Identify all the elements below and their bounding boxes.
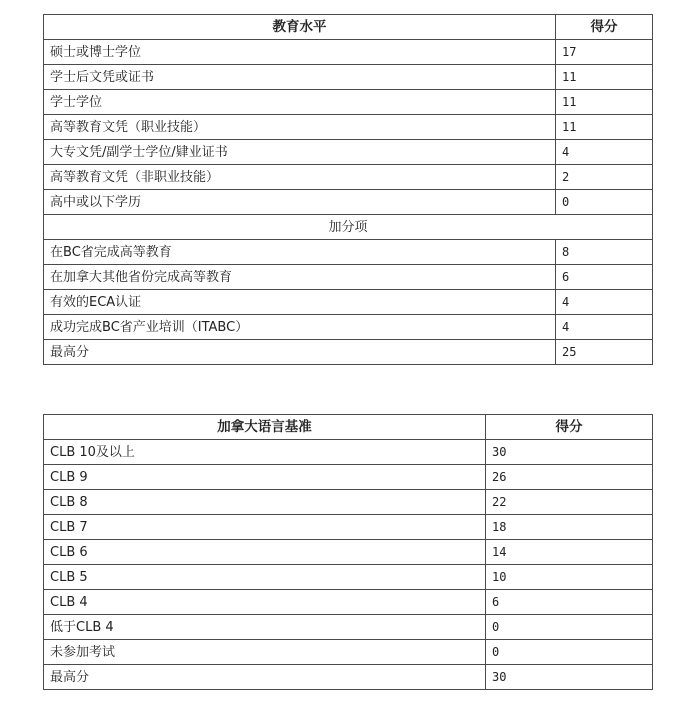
table-row <box>44 340 653 365</box>
row-score: 8 <box>556 240 653 265</box>
row-label: CLB 7 <box>44 515 486 540</box>
row-label: 硕士或博士学位 <box>44 40 556 65</box>
row-score: 4 <box>556 315 653 340</box>
table-row <box>44 290 653 315</box>
table-row <box>44 465 653 490</box>
table-row <box>44 165 653 190</box>
row-label: 未参加考试 <box>44 640 486 665</box>
table-row <box>44 90 653 115</box>
row-label: 最高分 <box>44 665 486 690</box>
table-header-row <box>44 15 653 40</box>
row-score: 30 <box>486 440 653 465</box>
bonus-heading: 加分项 <box>44 215 653 240</box>
table-row <box>44 665 653 690</box>
row-score: 30 <box>486 665 653 690</box>
row-score: 0 <box>486 615 653 640</box>
table-row <box>44 265 653 290</box>
row-label: 在BC省完成高等教育 <box>44 240 556 265</box>
row-label: 高等教育文凭（非职业技能） <box>44 165 556 190</box>
bonus-rows <box>44 240 653 365</box>
row-score: 14 <box>486 540 653 565</box>
table-row <box>44 640 653 665</box>
table-row <box>44 240 653 265</box>
language-rows <box>44 440 653 690</box>
row-label: 高等教育文凭（职业技能） <box>44 115 556 140</box>
education-rows <box>44 40 653 215</box>
table-row <box>44 190 653 215</box>
table-row <box>44 140 653 165</box>
education-score-table <box>43 14 653 365</box>
table-row <box>44 440 653 465</box>
row-label: CLB 6 <box>44 540 486 565</box>
language-level-header: 加拿大语言基准 <box>44 415 486 440</box>
row-label: 最高分 <box>44 340 556 365</box>
row-score: 11 <box>556 65 653 90</box>
table-row <box>44 515 653 540</box>
table-row <box>44 315 653 340</box>
row-score: 6 <box>556 265 653 290</box>
score-header: 得分 <box>486 415 653 440</box>
row-score: 11 <box>556 115 653 140</box>
table-row <box>44 40 653 65</box>
row-label: 高中或以下学历 <box>44 190 556 215</box>
row-label: CLB 8 <box>44 490 486 515</box>
table-row <box>44 615 653 640</box>
row-score: 2 <box>556 165 653 190</box>
row-score: 0 <box>556 190 653 215</box>
row-score: 11 <box>556 90 653 115</box>
language-score-table <box>43 414 653 690</box>
row-label: CLB 10及以上 <box>44 440 486 465</box>
table-row <box>44 115 653 140</box>
row-label: 成功完成BC省产业培训（ITABC） <box>44 315 556 340</box>
row-score: 26 <box>486 465 653 490</box>
row-score: 22 <box>486 490 653 515</box>
row-label: CLB 5 <box>44 565 486 590</box>
row-label: 在加拿大其他省份完成高等教育 <box>44 265 556 290</box>
row-label: 学士后文凭或证书 <box>44 65 556 90</box>
education-level-header: 教育水平 <box>44 15 556 40</box>
row-label: 学士学位 <box>44 90 556 115</box>
table-header-row <box>44 415 653 440</box>
table-row <box>44 65 653 90</box>
row-label: 低于CLB 4 <box>44 615 486 640</box>
table-row <box>44 565 653 590</box>
table-row <box>44 540 653 565</box>
row-score: 10 <box>486 565 653 590</box>
row-score: 4 <box>556 290 653 315</box>
row-score: 4 <box>556 140 653 165</box>
row-label: 大专文凭/副学士学位/肄业证书 <box>44 140 556 165</box>
row-label: CLB 9 <box>44 465 486 490</box>
table-row <box>44 590 653 615</box>
row-label: CLB 4 <box>44 590 486 615</box>
row-score: 18 <box>486 515 653 540</box>
bonus-heading-row <box>44 215 653 240</box>
score-header: 得分 <box>556 15 653 40</box>
row-label: 有效的ECA认证 <box>44 290 556 315</box>
row-score: 0 <box>486 640 653 665</box>
row-score: 25 <box>556 340 653 365</box>
table-row <box>44 490 653 515</box>
row-score: 6 <box>486 590 653 615</box>
row-score: 17 <box>556 40 653 65</box>
